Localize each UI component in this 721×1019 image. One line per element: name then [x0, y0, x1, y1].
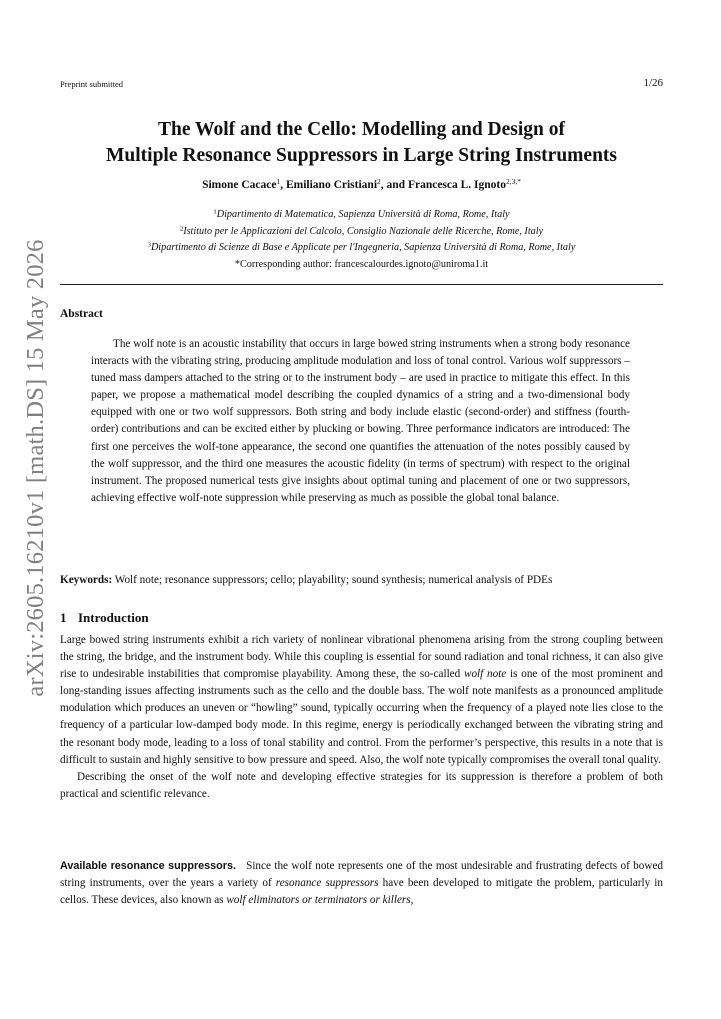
paragraph-text: , [410, 894, 414, 907]
section-title: Introduction [78, 610, 149, 625]
paragraph-text: Large bowed string instruments exhibit a rich variety of nonlinear vibrational phenomena arising from the strong coupling between the string, the bridge, and the instrument body. While this coupling is essential for sound radiation and tonal richness, it can also give rise to undesirable instabilities that compromise playability. Among these, the so-called [60, 634, 663, 681]
abstract-heading: Abstract [60, 308, 103, 320]
affiliation-text: Istituto per le Applicazioni del Calcolo, Consiglio Nazionale delle Ricerche, Rome, Italy [183, 225, 544, 237]
author-separator: , [280, 179, 286, 191]
paragraph: Describing the onset of the wolf note and developing effective strategies for its suppression is therefore a problem of both practical and scientific relevance. [60, 770, 663, 800]
author-name: Emiliano Cristiani [285, 179, 378, 191]
paragraph-text: Since the wolf note represents one of the most undesirable and frustrating defects of bowed string instruments, over the years a variety of [60, 860, 666, 890]
running-header-left: Preprint submitted [60, 79, 124, 89]
affiliation-text: Dipartimento di Matematica, Sapienza Università di Roma, Rome, Italy [216, 209, 510, 220]
title-line-2: Multiple Resonance Suppressors in Large String Instruments [105, 145, 617, 166]
author-affiliation-mark: 2,3,* [506, 176, 521, 186]
author-name: Francesca L. Ignoto [407, 179, 506, 191]
author-name: Simone Cacace [202, 179, 277, 191]
affiliation-mark: 3 [147, 241, 151, 249]
paragraph [60, 632, 663, 769]
paragraph-available-suppressors [60, 858, 666, 909]
affiliation-mark: 1 [213, 208, 217, 216]
affiliations [60, 207, 663, 273]
keywords [60, 574, 663, 586]
paragraph-text: is one of the most prominent and long-standing issues affecting instruments such as the cello and the double bass. The wolf note manifests as a pronounced amplitude modulation which produces an uneven or “howling” sound, typically occurring when the frequency of a played note lies close to the frequency of a particular low-damped body mode. In this regime, energy is periodically exchanged between the vibrating string and the resonant body mode, leading to a loss of tonal stability and control. From the performer’s perspective, this results in a note that is difficult to sustain and highly sensitive to bow pressure and speed. Also, the wolf note typically compromises the overall tonal quality. [60, 668, 663, 766]
author-separator: , and [380, 179, 408, 191]
affiliation-2 [60, 224, 663, 241]
emphasis: resonance suppressors [275, 877, 379, 890]
page-number: 1/26 [643, 77, 663, 89]
author-list [60, 176, 663, 191]
corresponding-author: *Corresponding author: francescalourdes.ignoto@uniroma1.it [234, 258, 489, 270]
introduction-body [60, 632, 663, 803]
paragraph-runin-heading: Available resonance suppressors. [60, 860, 236, 872]
affiliation-3 [60, 240, 663, 257]
author-affiliation-mark: 2 [377, 176, 381, 186]
emphasis: wolf eliminators or terminators or killers [226, 894, 411, 907]
arxiv-identifier-stamp: arXiv:2605.16210v1 [math.DS] 15 May 2026 [22, 239, 49, 697]
affiliation-text: Dipartimento di Scienze di Base e Applicate per l'Ingegneria, Sapienza Università di Roma, Rome, Italy [150, 242, 576, 253]
abstract-body: The wolf note is an acoustic instability that occurs in large bowed string instruments when a strong body resonance interacts with the vibrating string, producing amplitude modulation and loss of tonal control. Various wolf suppressors – tuned mass dampers attached to the string or to the instrument body – are used in practice to mitigate this effect. In this paper, we propose a mathematical model describing the coupled dynamics of a string and a two-dimensional body equipped with one or two wolf suppressors. Both string and body include elastic (second-order) and stiffness (fourth-order) contributions and can be excited either by plucking or bowing. Three performance indicators are introduced: The first one perceives the wolf-tone appearance, the second one quantifies the attenuation of the notes possibly caused by the wolf suppressor, and the third one measures the acoustic fidelity (in terms of spectrum) with respect to the original instrument. The proposed numerical tests give insights about optimal tuning and placement of one or two suppressors, achieving effective wolf-note suppression while preserving as much as possible the global tonal balance. [91, 338, 630, 504]
title-line-1: The Wolf and the Cello: Modelling and Design of [157, 119, 565, 140]
horizontal-rule [60, 284, 663, 285]
keywords-text: Wolf note; resonance suppressors; cello; playability; sound synthesis; numerical analysis of PDEs [112, 574, 553, 586]
paper-title [60, 117, 663, 169]
emphasis: wolf note [463, 668, 507, 681]
section-heading-introduction [60, 610, 149, 626]
keywords-label: Keywords: [60, 574, 113, 586]
section-number: 1 [60, 610, 67, 625]
paragraph-text: have been developed to mitigate the problem, particularly in cellos. These devices, also known as [60, 877, 663, 907]
affiliation-1 [60, 207, 663, 224]
affiliation-mark: 2 [179, 224, 184, 232]
author-affiliation-mark: 1 [276, 176, 281, 186]
